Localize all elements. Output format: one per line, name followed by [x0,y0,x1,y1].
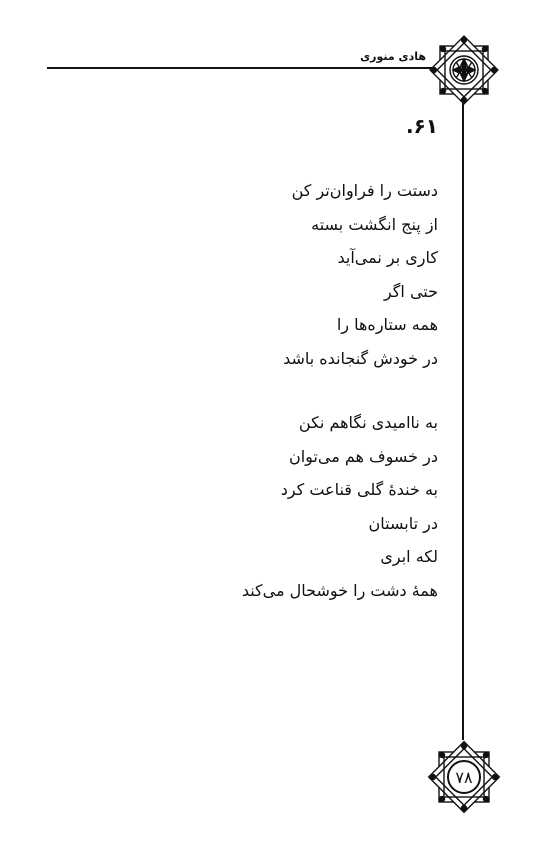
margin-rule [462,100,464,740]
poem-line: به ناامیدی نگاهم نکن [298,413,438,432]
poem-line: دستت را فراوان‌تر کن [291,181,438,200]
poem-line: همهٔ دشت را خوشحال می‌کند [241,580,438,600]
poem-line: کاری بر نمی‌آید [337,248,438,267]
stanza [242,406,438,607]
stanza [283,174,438,375]
poem-line: همه ستاره‌ها را [336,315,438,334]
poem-line: در خودش گنجانده باشد [283,348,438,368]
poem-line: از پنج انگشت بسته [311,214,438,234]
header-rule [47,67,434,69]
poem-number: ۶۱. [405,114,438,138]
poem-line: در تابستان [368,513,438,533]
poem-line: به خندهٔ گلی قناعت کرد [280,480,438,499]
poem-line: در خسوف هم می‌توان [288,446,438,466]
ornament-icon [424,30,504,110]
running-header-author: هادی منوری [360,50,426,63]
page-number: ۷۸ [455,767,473,787]
poem-line: لکه ابری [380,547,438,566]
poem-line: حتی اگر [383,281,438,301]
